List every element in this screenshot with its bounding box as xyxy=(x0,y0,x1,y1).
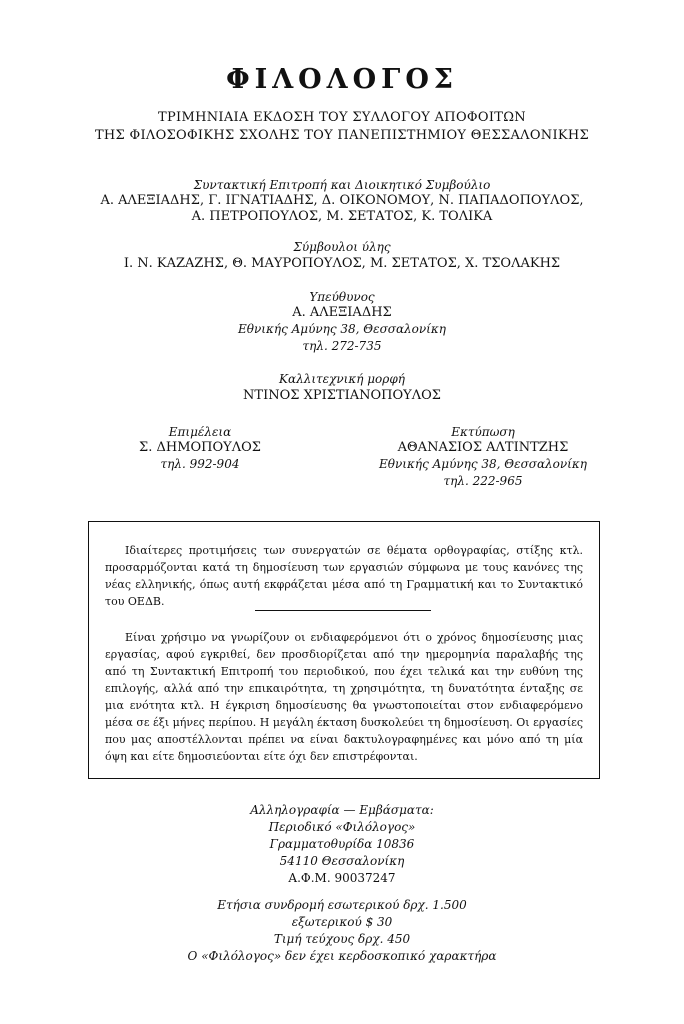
notice-paragraph-1-text: Ιδιαίτερες προτιμήσεις των συνεργατών σε θέματα ορθογραφίας, στίξης κτλ. προσαρμόζονται κατά τη δημοσίευση των εργασιών σύμφωνα με τους κανόνες της νέας ελληνικής, όπως αυτή εκφράζεται μέσα από τη Γραμματική και το Συντακτικό του ΟΕΔΒ. xyxy=(105,544,583,608)
responsible-phone: τηλ. 272-735 xyxy=(302,339,382,353)
responsible-address: Εθνικής Αμύνης 38, Θεσσαλονίκη xyxy=(238,322,446,336)
notice-paragraph-2 xyxy=(105,629,583,765)
journal-subtitle-line-2: ΤΗΣ ΦΙΛΟΣΟΦΙΚΗΣ ΣΧΟΛΗΣ ΤΟΥ ΠΑΝΕΠΙΣΤΗΜΙΟΥ ΘΕΣΣΑΛΟΝΙΚΗΣ xyxy=(94,128,590,143)
correspondence-line-4: Α.Φ.Μ. 90037247 xyxy=(288,871,396,885)
board-names-line-2: Α. ΠΕΤΡΟΠΟΥΛΟΣ, Μ. ΣΕΤΑΤΟΣ, Κ. ΤΟΛΙΚΑ xyxy=(191,209,493,224)
notice-paragraph-2-text: Είναι χρήσιμο να γνωρίζουν οι ενδιαφερόμενοι ότι ο χρόνος δημοσίευσης μιας εργασίας, αφού εγκριθεί, δεν προσδιορίζεται από την ημερομηνία παραλαβής της από τη Συντακτική Επιτροπή του περιοδικού, που έχει τελικά και την ευθύνη της επιλογής, αλλά από την επικαιρότητα, τη χρησιμότητα, τη δυνατότητα ένταξης σε μια ενότητα κτλ. Η έγκριση δημοσίευσης θα γνωστοποιείται στον ενδιαφερόμενο μέσα σε έξι μήνες περίπου. Η μεγάλη έκταση δυσκολεύει τη δημοσίευση. Οι εργασίες που μας αποστέλλονται πρέπει να είναι δακτυλογραφημένες και μόνο από τη μία όψη και είτε δημοσιεύονται είτε όχι δεν επιστρέφονται. xyxy=(105,631,583,763)
advisors-names: Ι. Ν. ΚΑΖΑΖΗΣ, Θ. ΜΑΥΡΟΠΟΥΛΟΣ, Μ. ΣΕΤΑΤΟΣ, Χ. ΤΣΟΛΑΚΗΣ xyxy=(123,256,561,271)
nonprofit-statement: Ο «Φιλόλογος» δεν έχει κερδοσκοπικό χαρακτήρα xyxy=(187,949,497,963)
artistic-name: ΝΤΙΝΟΣ ΧΡΙΣΤΙΑΝΟΠΟΥΛΟΣ xyxy=(243,388,441,403)
notice-box xyxy=(88,521,600,779)
printing-block xyxy=(372,424,594,490)
editing-phone: τηλ. 992-904 xyxy=(160,457,240,471)
correspondence-line-1: Περιοδικό «Φιλόλογος» xyxy=(268,820,416,834)
correspondence-line-3: 54110 Θεσσαλονίκη xyxy=(279,854,405,868)
printing-phone: τηλ. 222-965 xyxy=(443,474,523,488)
editing-name: Σ. ΔΗΜΟΠΟΥΛΟΣ xyxy=(139,440,261,455)
subscription-domestic: Ετήσια συνδρομή εσωτερικού δρχ. 1.500 xyxy=(217,898,467,912)
board-heading: Συντακτική Επιτροπή και Διοικητικό Συμβούλιο xyxy=(193,178,491,192)
editing-heading: Επιμέλεια xyxy=(168,425,232,439)
printing-heading: Εκτύπωση xyxy=(451,425,515,439)
printing-address: Εθνικής Αμύνης 38, Θεσσαλονίκη xyxy=(379,457,587,471)
correspondence-heading: Αλληλογραφία — Εμβάσματα: xyxy=(250,803,434,817)
issue-price: Τιμή τεύχους δρχ. 450 xyxy=(273,932,411,946)
printing-name: ΑΘΑΝΑΣΙΟΣ ΑΛΤΙΝΤΖΗΣ xyxy=(397,440,569,455)
correspondence-line-2: Γραμματοθυρίδα 10836 xyxy=(269,837,415,851)
subscription-foreign: εξωτερικού $ 30 xyxy=(291,915,393,929)
notice-divider xyxy=(255,610,431,611)
responsible-name: Α. ΑΛΕΞΙΑΔΗΣ xyxy=(292,305,392,320)
board-names-line-1: Α. ΑΛΕΞΙΑΔΗΣ, Γ. ΙΓΝΑΤΙΑΔΗΣ, Δ. ΟΙΚΟΝΟΜΟΥ, Ν. ΠΑΠΑΔΟΠΟΥΛΟΣ, xyxy=(100,193,584,208)
notice-paragraph-1 xyxy=(105,542,583,610)
advisors-heading: Σύμβουλοι ύλης xyxy=(293,240,391,254)
journal-title: ΦΙΛΟΛΟΓΟΣ xyxy=(226,64,458,95)
journal-subtitle-line-1: ΤΡΙΜΗΝΙΑΙΑ ΕΚΔΟΣΗ ΤΟΥ ΣΥΛΛΟΓΟΥ ΑΠΟΦΟΙΤΩΝ xyxy=(158,110,526,125)
responsible-heading: Υπεύθυνος xyxy=(309,290,375,304)
editing-block xyxy=(120,424,280,473)
artistic-heading: Καλλιτεχνική μορφή xyxy=(279,372,405,386)
